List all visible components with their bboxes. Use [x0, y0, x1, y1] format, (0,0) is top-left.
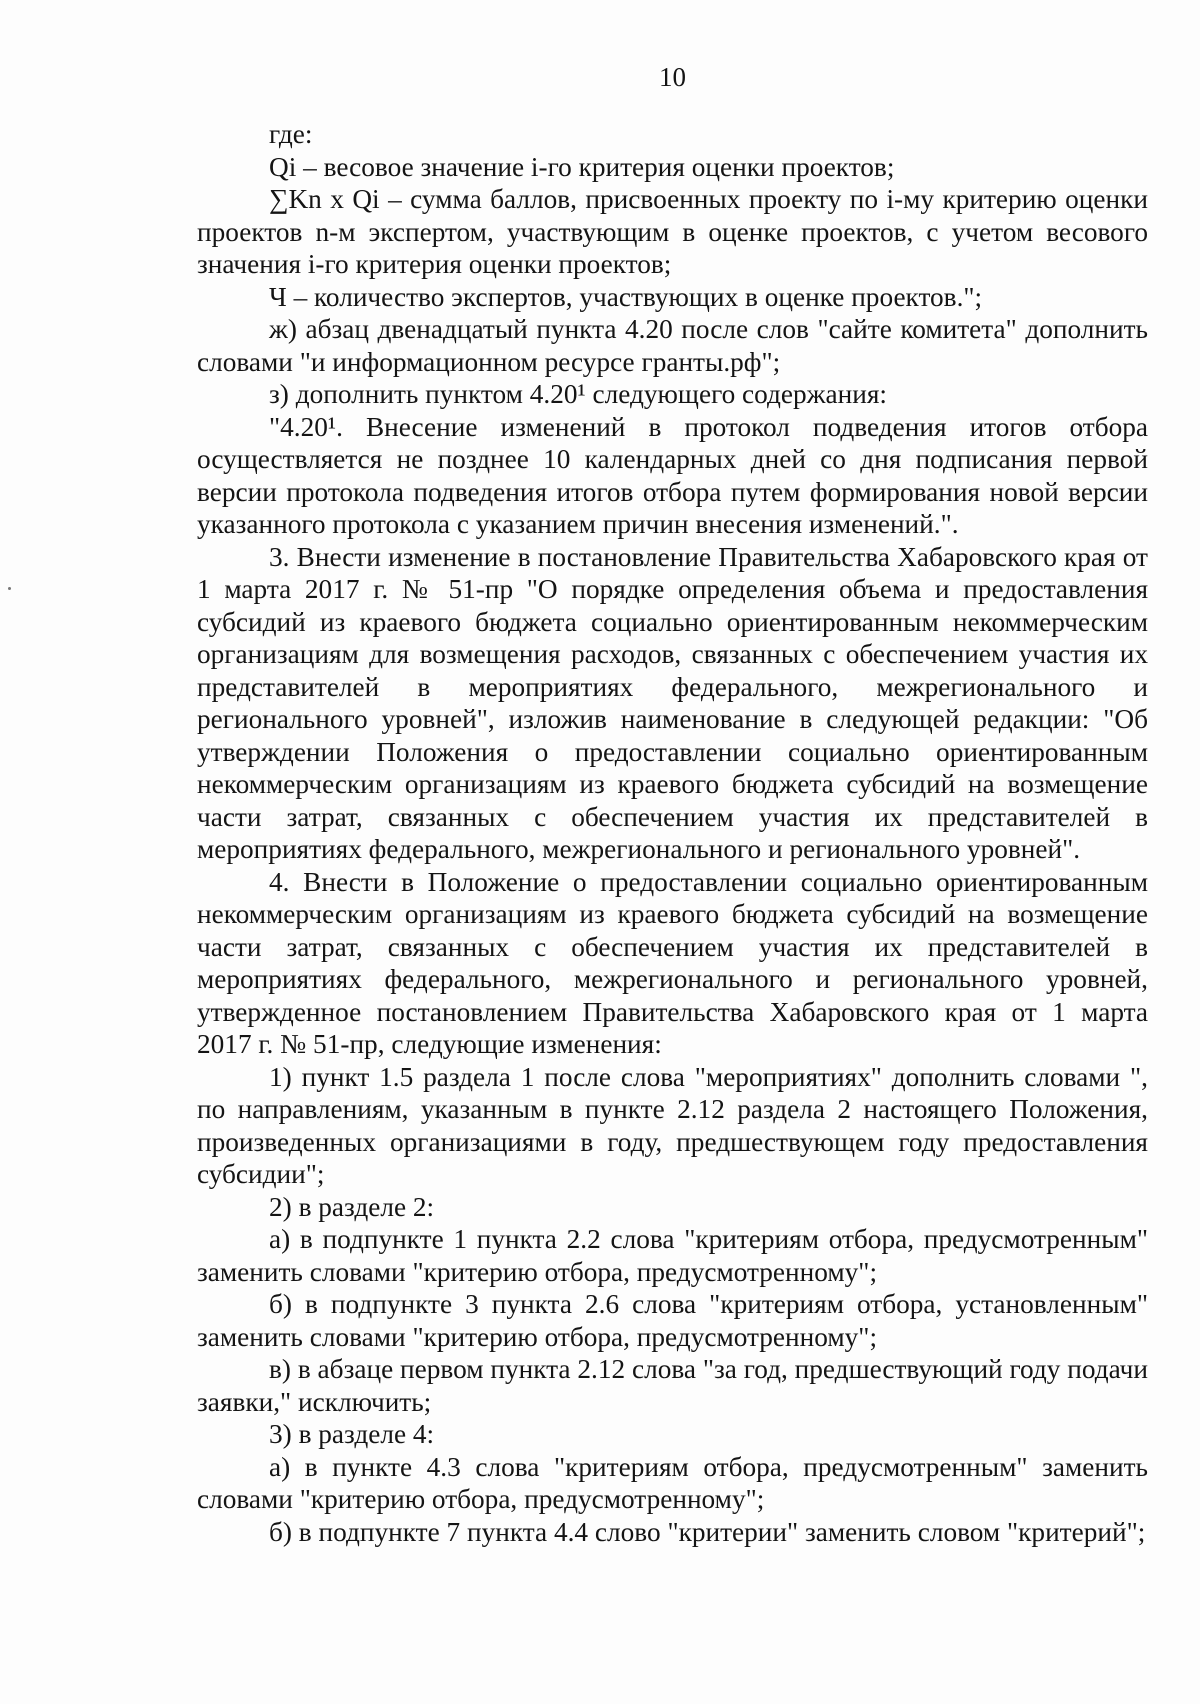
paragraph-section-3: 3. Внести изменение в постановление Правительства Хабаровского края от 1 марта 2017 г. № 51-пр "О порядке определения объема и предоставления субсидий из краевого бюджета социально ориентированным некоммерческим организациям для возмещения расходов, связанных с обеспечением участия их представителей в мероприятиях федерального, межрегионального и регионального уровней", изложив наименование в следующей редакции: "Об утверждении Положения о предоставлении социально ориентированным некоммерческим организациям из краевого бюджета субсидий на возмещение части затрат, связанных с обеспечением участия их представителей в мероприятиях федерального, межрегионального и регионального уровней". — [197, 541, 1148, 864]
paragraph-change-2a: а) в подпункте 1 пункта 2.2 слова "критериям отбора, предусмотренным" заменить словами "критерию отбора, предусмотренному"; — [197, 1224, 1148, 1287]
paragraph-change-1: 1) пункт 1.5 раздела 1 после слова "мероприятиях" дополнить словами ", по направлениям, указанным в пункте 2.12 раздела 2 настоящего Положения, произведенных организациями в году, предшествующем году предоставления субсидии"; — [197, 1061, 1148, 1189]
paragraph-definition-qi: Qi – весовое значение i-го критерия оценки проектов; — [269, 151, 895, 182]
paragraph-change-3b: б) в подпункте 7 пункта 4.4 слово "критерии" заменить словом "критерий"; — [269, 1516, 1146, 1547]
paragraph-change-2b: б) в подпункте 3 пункта 2.6 слова "критериям отбора, установленным" заменить словами "критерию отбора, предусмотренному"; — [197, 1289, 1148, 1352]
paragraph-definition-experts: Ч – количество экспертов, участвующих в оценке проектов."; — [269, 281, 983, 312]
page-number: 10 — [659, 62, 686, 92]
paragraph-change-2v: в) в абзаце первом пункта 2.12 слова "за год, предшествующий году подачи заявки," исключить; — [197, 1354, 1148, 1417]
paragraph-clause-4-20-1: "4.20¹. Внесение изменений в протокол подведения итогов отбора осуществляется не позднее 10 календарных дней со дня подписания первой версии протокола подведения итогов отбора путем формирования новой версии указанного протокола с указанием причин внесения изменений.". — [197, 411, 1148, 539]
scan-speck — [8, 587, 11, 590]
paragraph-item-zh: ж) абзац двенадцатый пункта 4.20 после слов "сайте комитета" дополнить словами "и информационном ресурсе гранты.рф"; — [197, 314, 1148, 377]
document-body — [197, 118, 1148, 1548]
paragraph-change-2: 2) в разделе 2: — [269, 1191, 435, 1222]
paragraph-change-3a: а) в пункте 4.3 слова "критериям отбора, предусмотренным" заменить словами "критерию отбора, предусмотренному"; — [197, 1451, 1148, 1514]
paragraph-section-4: 4. Внести в Положение о предоставлении социально ориентированным некоммерческим организациям из краевого бюджета субсидий на возмещение части затрат, связанных с обеспечением участия их представителей в мероприятиях федерального, межрегионального и регионального уровней, утвержденное постановлением Правительства Хабаровского края от 1 марта 2017 г. № 51-пр, следующие изменения: — [197, 866, 1148, 1059]
paragraph-change-3: 3) в разделе 4: — [269, 1419, 435, 1449]
paragraph-definition-sum: ∑Kn x Qi – сумма баллов, присвоенных проекту по i-му критерию оценки проектов n-м экспертом, участвующим в оценке проектов, с учетом весового значения i-го критерия оценки проектов; — [197, 184, 1148, 279]
paragraph-where: где: — [269, 119, 313, 149]
paragraph-item-z: з) дополнить пунктом 4.20¹ следующего содержания: — [269, 379, 888, 409]
